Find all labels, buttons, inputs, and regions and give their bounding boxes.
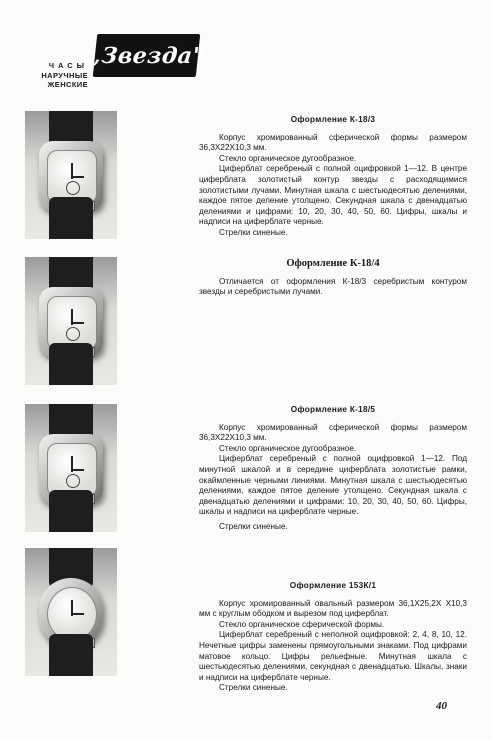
entry-paragraph: Корпус хромированный овальный размером 36,1X25,2X X10,3 мм с круглым ободком и вырезом под циферблат. bbox=[199, 598, 467, 619]
entry-paragraph: Стрелки синеные. bbox=[219, 521, 288, 531]
watch-photo-153k-1 bbox=[25, 548, 117, 676]
category-line: ЖЕНСКИЕ bbox=[47, 80, 88, 89]
watch-photo-k18-3 bbox=[25, 111, 117, 239]
entry-paragraph: Стрелки синеные. bbox=[219, 683, 288, 693]
entry-paragraph: Стекло органическое дугообразное. bbox=[219, 443, 357, 453]
category-label bbox=[28, 61, 88, 90]
entry-title: Оформление К-18/3 bbox=[290, 115, 376, 124]
entry-title: Оформление 153К/1 bbox=[289, 581, 377, 590]
zvezda-logo: „Звезда" bbox=[93, 34, 201, 77]
category-line: ЧАСЫ bbox=[48, 61, 88, 70]
entry-title: Оформление К-18/5 bbox=[290, 405, 376, 414]
watch-photo-k18-5 bbox=[25, 404, 117, 532]
entry-title: Оформление К-18/4 bbox=[286, 258, 380, 269]
entry-k18-3 bbox=[199, 115, 467, 239]
entry-paragraph: Корпус хромированный сферической формы размером 36,3X22X10,3 мм. bbox=[199, 132, 467, 153]
entry-k18-4 bbox=[199, 259, 467, 298]
watch-photo-k18-4 bbox=[25, 257, 117, 385]
entry-paragraph: Циферблат серебреный с полной оцифровкой 1—12. В центре циферблата золотистый контур звезды с расходящимися золотистыми лучами. Минутная шкала с шестьюдесятью делениями, каждое пятое деление утолщено. Секундная шкала с двенадцатью делениями и цифрами: 10, 20, 30, 40, 50, 60. Цифры, шкалы и надписи на циферблате черные. bbox=[199, 164, 467, 227]
page-number: 40 bbox=[436, 700, 447, 712]
entry-153k-1 bbox=[199, 581, 467, 694]
entry-paragraph: Стекло органическое сферической формы. bbox=[219, 619, 385, 629]
entry-paragraph: Циферблат серебреный с полной оцифровкой 1—12. Под минутной шкалой и в середине циферблата золотистые рамки, окаймленные черными линиями. Минутная шкала с шестьюдесятью делениями, каждое пятое деление утолщено. Секундная шкала с двенадцатью делениями и цифрами: 10, 20, 30, 40, 50, 60. Цифры, шкалы и надписи на циферблате черные. bbox=[199, 454, 467, 517]
entry-paragraph: Корпус хромированный сферической формы размером 36,3X22X10,3 мм. bbox=[199, 422, 467, 443]
entry-paragraph: Циферблат серебреный с неполной оцифровкой: 2, 4, 8, 10, 12. Нечетные цифры заменены прямоугольными знаками. Под цифрами матовое кольцо. Цифры рельефные. Минутная шкала с шестьюдесятью делениями, секундная с двенадцатью. Шкалы, знаки и надписи на циферблате черные. bbox=[199, 630, 467, 682]
category-line: НАРУЧНЫЕ bbox=[41, 70, 88, 80]
entry-paragraph: Стекло органическое дугообразное. bbox=[219, 153, 357, 163]
entry-paragraph: Отличается от оформления К-18/3 серебристым контуром звезды и серебристыми лучами. bbox=[199, 276, 467, 297]
entry-paragraph: Стрелки синеные. bbox=[219, 227, 288, 237]
entry-k18-5 bbox=[199, 405, 467, 533]
